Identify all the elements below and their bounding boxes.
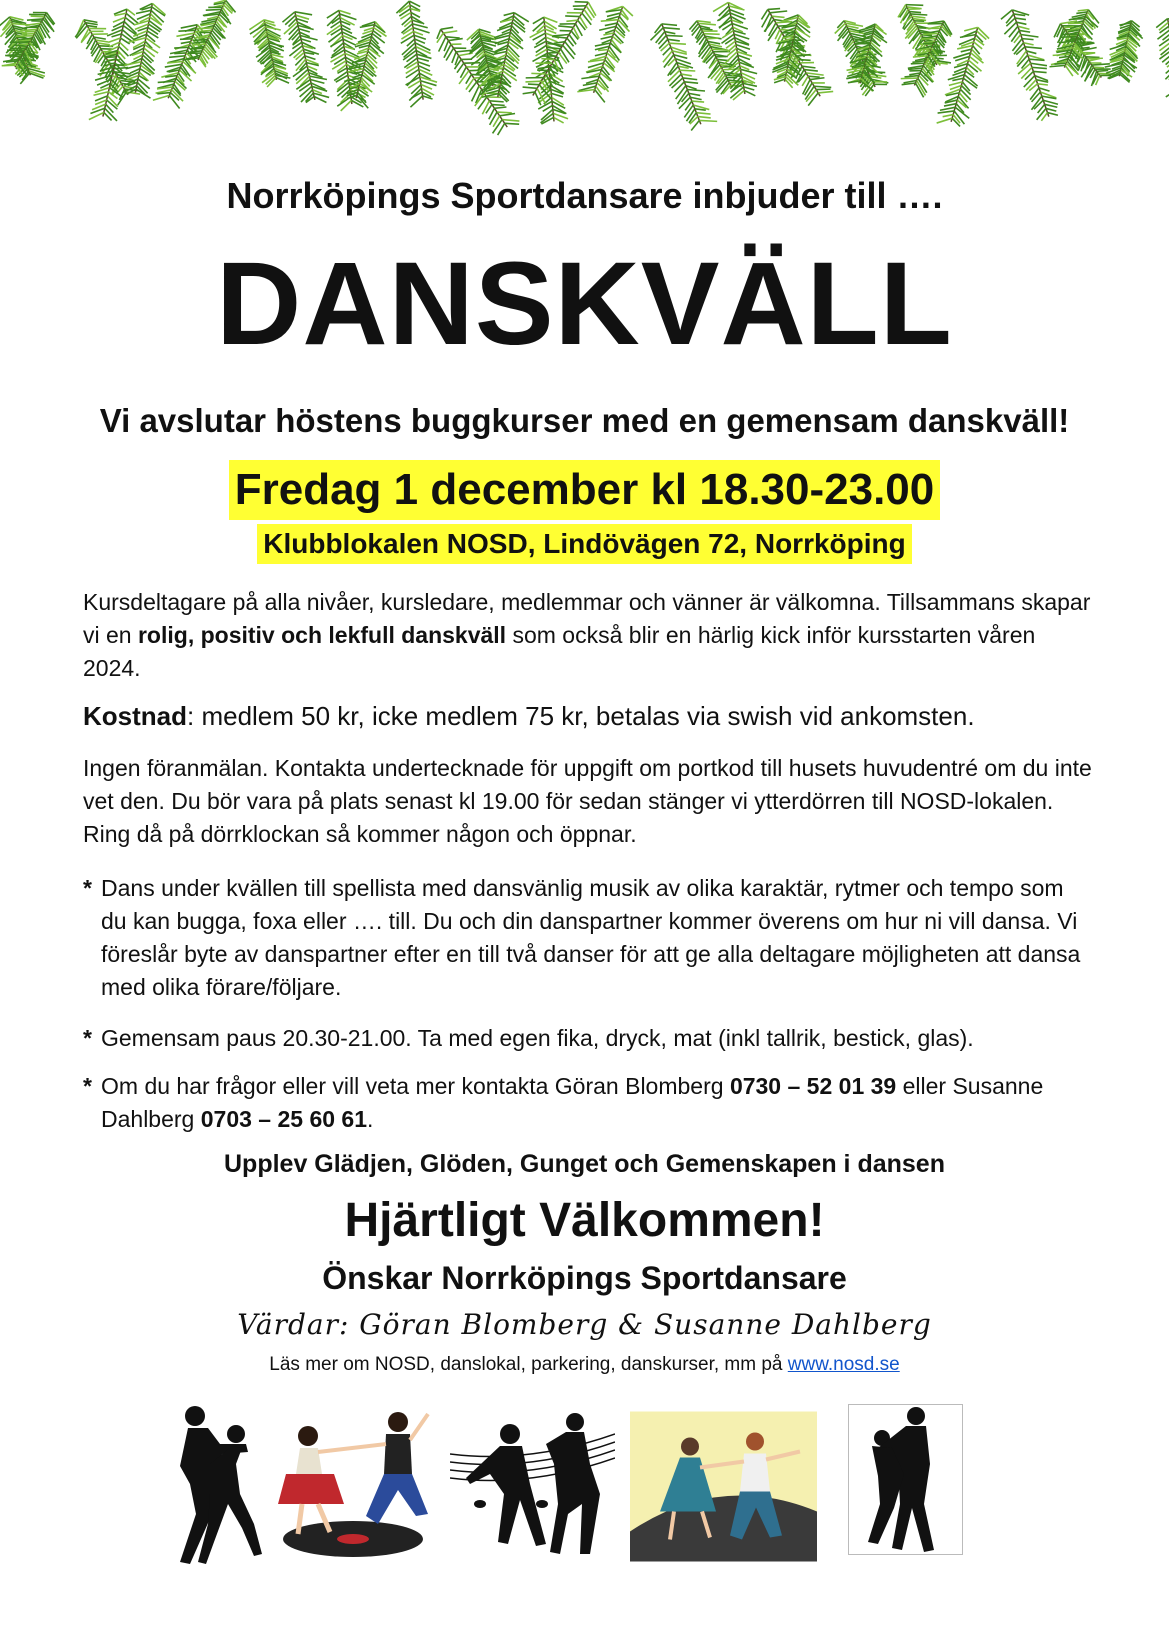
event-place: Klubblokalen NOSD, Lindövägen 72, Norrköping: [257, 524, 912, 564]
contact-text-b: eller Susanne Dahlberg: [101, 1073, 1044, 1132]
bullet-star: *: [83, 875, 92, 901]
phone-goran: 0730 – 52 01 39: [729, 1073, 897, 1099]
welcome-heading: Hjärtligt Välkommen!: [344, 1194, 825, 1247]
dancer-images: [150, 1404, 1050, 1569]
cost-label: Kostnad: [83, 701, 187, 731]
bullet-star: *: [83, 1025, 92, 1051]
date-block: [0, 460, 1169, 520]
intro-line: Norrköpings Sportdansare inbjuder till ….: [226, 175, 943, 216]
club-signature: Önskar Norrköpings Sportdansare: [322, 1260, 847, 1296]
pine-garland-decoration: [0, 0, 1169, 150]
intro-text-a: Kursdeltagare på alla nivåer, kursledare, medlemmar och vänner är välkomna. Tillsammans skapar vi en: [83, 589, 1091, 648]
subtitle: Vi avslutar höstens buggkurser med en gemensam danskväll!: [99, 402, 1070, 439]
cost-paragraph: [83, 700, 1093, 733]
event-date: Fredag 1 december kl 18.30-23.00: [229, 460, 941, 520]
bullet-dance: [83, 872, 1093, 1004]
place-block: [0, 524, 1169, 564]
bullet-contact: [83, 1070, 1093, 1136]
ballroom-dancers-silhouette: [848, 1404, 963, 1569]
cost-text: : medlem 50 kr, icke medlem 75 kr, betalas via swish vid ankomsten.: [187, 701, 975, 731]
bullet-text: Gemensam paus 20.30-21.00. Ta med egen fika, dryck, mat (inkl tallrik, bestick, glas).: [101, 1025, 974, 1051]
intro-paragraph: [83, 586, 1093, 685]
page-title: DANSKVÄLL: [216, 238, 953, 370]
contact-text-c: .: [367, 1106, 374, 1132]
more-info-line: [0, 1354, 1169, 1376]
intro-text-b: som också blir en härlig kick inför kursstarten våren 2024.: [83, 622, 1036, 681]
more-info-text: Läs mer om NOSD, danslokal, parkering, danskurser, mm på: [269, 1354, 788, 1375]
bullet-star: *: [83, 1073, 92, 1099]
swing-dancers-illustration: [278, 1404, 438, 1569]
phone-susanne: 0703 – 25 60 61: [200, 1106, 368, 1132]
retro-dancers-illustration: [630, 1404, 817, 1569]
contact-text-a: Om du har frågor eller vill veta mer kontakta Göran Blomberg: [101, 1073, 730, 1099]
bullet-text: Dans under kvällen till spellista med dansvänlig musik av olika karaktär, rytmer och tempo som du kan bugga, foxa eller …. till. Du och din danspartner kommer överens om hur ni vill dansa. Vi föreslår byte av danspartner efter en till två danser för att ge alla deltagare möjligheten att dansa med olika förare/följare.: [101, 875, 1081, 1000]
ballroom-dancers-silhouette: [150, 1404, 265, 1569]
bullet-break: [83, 1022, 1093, 1055]
hosts-signature: Värdar: Göran Blomberg & Susanne Dahlberg: [237, 1308, 932, 1341]
intro-text-bold: rolig, positiv och lekfull danskväll: [137, 622, 507, 648]
website-link[interactable]: www.nosd.se: [787, 1354, 900, 1375]
access-paragraph: Ingen föranmälan. Kontakta undertecknade för uppgift om portkod till husets huvudentré om du inte vet den. Du bör vara på plats senast kl 19.00 för sedan stänger vi ytterdörren till NOSD-lokalen. Ring då på dörrklockan så kommer någon och öppnar.: [83, 755, 1092, 847]
slogan: Upplev Glädjen, Glöden, Gunget och Gemenskapen i dansen: [224, 1150, 945, 1178]
music-dancers-silhouette: [450, 1404, 615, 1569]
